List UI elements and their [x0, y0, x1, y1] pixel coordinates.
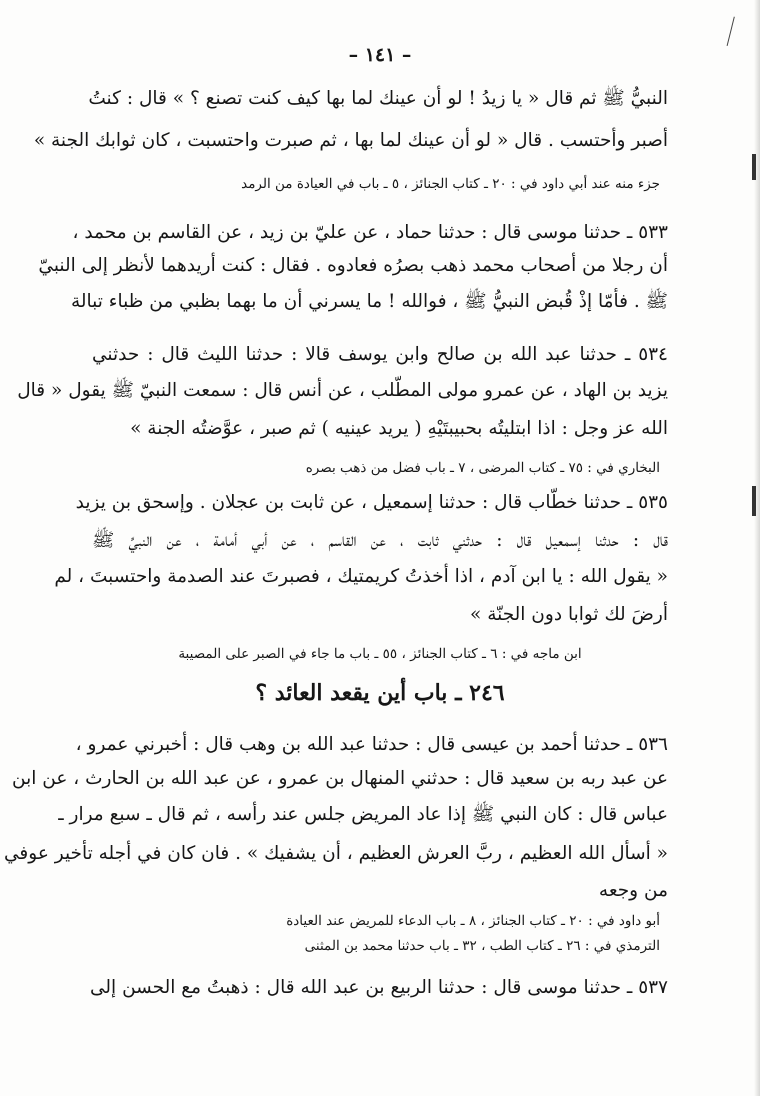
- text-line: ٥٣٧ ـ حدثنا موسى قال : حدثنا الربيع بن عبد الله قال : ذهبتُ مع الحسن إلى: [90, 977, 668, 998]
- reference-line: البخاري في : ٧٥ ـ كتاب المرضى ، ٧ ـ باب فضل من ذهب بصره: [305, 460, 660, 476]
- text-line: أصبر وأحتسب . قال « لو أن عينك لما بها ، ثم صبرت واحتسبت ، كان ثوابك الجنة »: [33, 130, 668, 151]
- text-line: « يقول الله : يا ابن آدم ، اذا أخذتُ كريمتيك ، فصبرتَ عند الصدمة واحتسبتَ ، لم: [54, 566, 668, 587]
- reference-line: أبو داود في : ٢٠ ـ كتاب الجنائز ، ٨ ـ باب الدعاء للمريض عند العيادة: [286, 913, 660, 929]
- text-line: ٥٣٦ ـ حدثنا أحمد بن عيسى قال : حدثنا عبد الله بن وهب قال : أخبرني عمرو ،: [75, 734, 668, 755]
- text-line: قال : حدثنا إسمعيل قال : حدثني ثابت ، عن القاسم ، عن أبي أمامة ، عن النبيِّ ﷺ: [92, 530, 668, 551]
- text-line: أرضَ لك ثوابا دون الجنّة »: [470, 604, 668, 625]
- text-line: الله عز وجل : اذا ابتليتُه بحبيبتَيْهِ ( يريد عينيه ) ثم صبر ، عوَّضتُه الجنة »: [130, 418, 668, 439]
- text-line: النبيُّ ﷺ ثم قال « يا زيدُ ! لو أن عينك لما بها كيف كنت تصنع ؟ » قال : كنتُ: [88, 88, 668, 109]
- text-line: ٥٣٥ ـ حدثنا خطّاب قال : حدثنا إسمعيل ، عن ثابت بن عجلان . وإسحق بن يزيد: [75, 492, 668, 513]
- text-line: يزيد بن الهاد ، عن عمرو مولى المطّلب ، عن أنس قال : سمعت النبيّ ﷺ يقول « قال: [17, 380, 668, 401]
- text-line: ٥٣٣ ـ حدثنا موسى قال : حدثنا حماد ، عن عليّ بن زيد ، عن القاسم بن محمد ،: [72, 222, 668, 243]
- edge-tick: [752, 486, 756, 516]
- text-line: ﷺ . فأمّا إذْ قُبض النبيُّ ﷺ ، فوالله ! ما يسرني أن ما بهما بظبي من ظباء تبالة: [70, 291, 668, 312]
- page-number: – ١٤١ –: [348, 44, 412, 66]
- text-line: أن رجلا من أصحاب محمد ذهب بصرُه فعادوه . فقال : كنت أريدهما لأنظر إلى النبيّ: [38, 255, 668, 276]
- reference-line: ابن ماجه في : ٦ ـ كتاب الجنائز ، ٥٥ ـ باب ما جاء في الصبر على المصيبة: [178, 646, 582, 662]
- edge-tick: [752, 154, 756, 180]
- chapter-heading: ٢٤٦ ـ باب أين يقعد العائد ؟: [255, 680, 505, 706]
- text-line: « أسأل الله العظيم ، ربَّ العرش العظيم ، أن يشفيك » . فان كان في أجله تأخير عوفي: [4, 843, 668, 864]
- reference-line: جزء منه عند أبي داود في : ٢٠ ـ كتاب الجنائز ، ٥ ـ باب في العيادة من الرمد: [241, 176, 660, 192]
- text-line: من وجعه: [598, 880, 668, 901]
- reference-line: الترمذي في : ٢٦ ـ كتاب الطب ، ٣٢ ـ باب حدثنا محمد بن المثنى: [304, 938, 660, 954]
- text-line: عباس قال : كان النبي ﷺ إذا عاد المريض جلس عند رأسه ، ثم قال ـ سبع مرار ـ: [58, 804, 668, 825]
- text-line: ٥٣٤ ـ حدثنا عبد الله بن صالح وابن يوسف قالا : حدثنا الليث قال : حدثني: [92, 344, 668, 365]
- text-line: عن عبد ربه بن سعيد قال : حدثني المنهال بن عمرو ، عن عبد الله بن الحارث ، عن ابن: [11, 768, 668, 789]
